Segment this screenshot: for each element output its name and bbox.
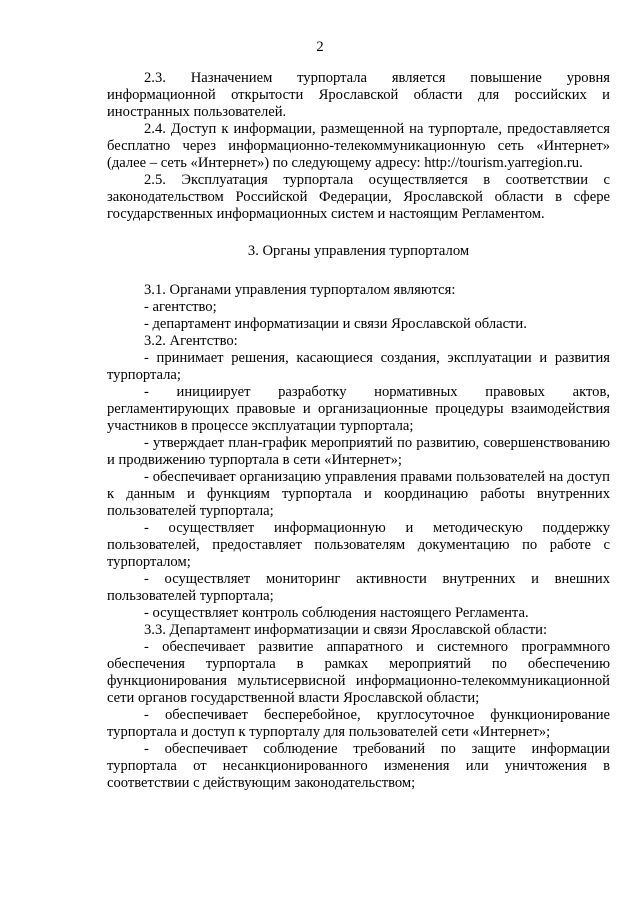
list-item: - осуществляет информационную и методическую поддержку пользователей, предоставляет пользователям документацию по работе с турпорталом;	[107, 520, 610, 570]
paragraph-3-3: 3.3. Департамент информатизации и связи Ярославской области:	[144, 622, 548, 638]
paragraph-2-3: 2.3. Назначением турпортала является повышение уровня информационной открытости Ярославской области для российских и иностранных пользователей.	[107, 70, 610, 120]
list-item: - инициирует разработку нормативных правовых актов, регламентирующих правовые и организационные процедуры взаимодействия участников в процессе эксплуатации турпортала;	[107, 384, 610, 434]
list-item: - обеспечивает организацию управления правами пользователей на доступ к данным и функциям турпортала и координацию работы внутренних пользователей турпортала;	[107, 469, 610, 519]
document-body	[107, 70, 610, 792]
paragraph-3-1: 3.1. Органами управления турпорталом являются:	[144, 282, 456, 298]
paragraph-2-5: 2.5. Эксплуатация турпортала осуществляется в соответствии с законодательством Российской Федерации, Ярославской области в сфере государственных информационных систем и настоящим Регламентом.	[107, 172, 610, 222]
list-item: - обеспечивает соблюдение требований по защите информации турпортала от несанкционированного изменения или уничтожения в соответствии с действующим законодательством;	[107, 741, 610, 791]
list-item: - принимает решения, касающиеся создания, эксплуатации и развития турпортала;	[107, 350, 610, 383]
list-item: - агентство;	[144, 299, 217, 315]
list-item: - осуществляет контроль соблюдения настоящего Регламента.	[144, 605, 529, 621]
list-item: - осуществляет мониторинг активности внутренних и внешних пользователей турпортала;	[107, 571, 610, 604]
page-number: 2	[316, 39, 324, 55]
section-heading: 3. Органы управления турпорталом	[247, 243, 470, 259]
list-item: - департамент информатизации и связи Ярославской области.	[144, 316, 527, 332]
list-item: - обеспечивает развитие аппаратного и системного программного обеспечения турпортала в рамках мероприятий по обеспечению функционирования мультисервисной информационно-телекоммуникационной сети органов государственной власти Ярославской области;	[107, 639, 610, 706]
paragraph-2-4: 2.4. Доступ к информации, размещенной на турпортале, предоставляется бесплатно через информационно-телекоммуникационную сеть «Интернет» (далее – сеть «Интернет») по следующему адресу: http://tourism.yarregion.ru.	[107, 121, 610, 171]
list-item: - утверждает план-график мероприятий по развитию, совершенствованию и продвижению турпортала в сети «Интернет»;	[107, 435, 610, 468]
list-item: - обеспечивает бесперебойное, круглосуточное функционирование турпортала и доступ к турпорталу для пользователей сети «Интернет»;	[107, 707, 610, 740]
paragraph-3-2: 3.2. Агентство:	[144, 333, 238, 349]
